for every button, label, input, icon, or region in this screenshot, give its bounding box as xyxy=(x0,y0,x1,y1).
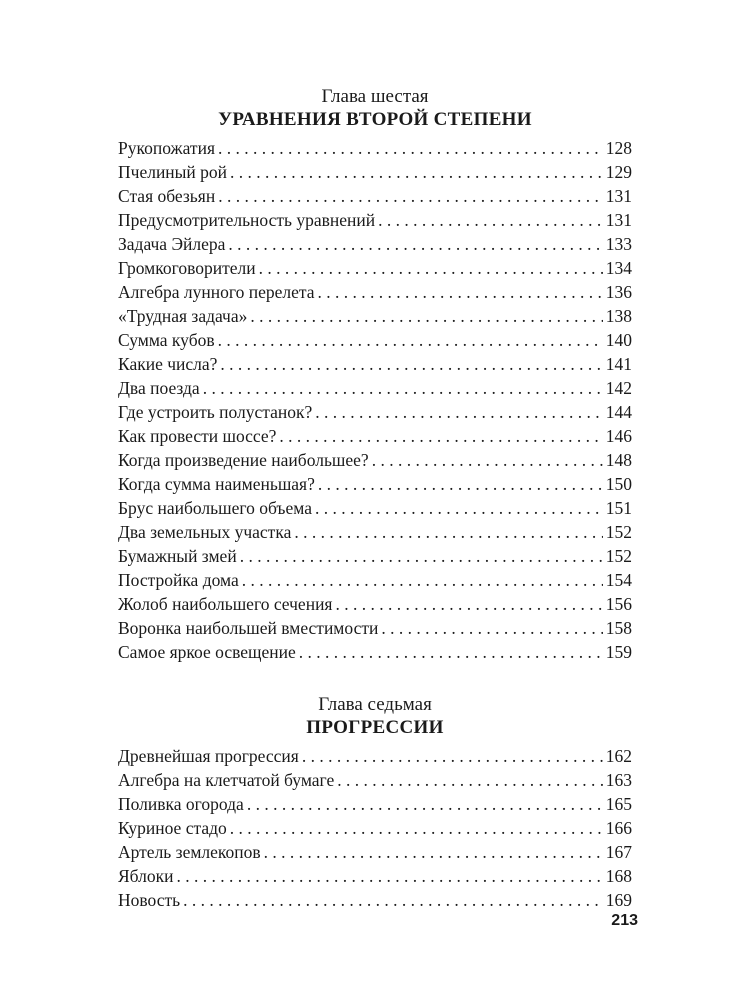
entry-page: 165 xyxy=(605,794,632,814)
toc-entry xyxy=(118,792,632,816)
chapter-label: Глава седьмая xyxy=(318,694,432,715)
dot-leader xyxy=(259,256,603,280)
dot-leader xyxy=(381,616,602,640)
entry-page: 133 xyxy=(605,234,632,254)
entry-title: Жолоб наибольшего сечения xyxy=(118,594,333,614)
entry-title: Когда произведение наибольшее? xyxy=(118,450,369,470)
chapter-7 xyxy=(118,694,632,912)
entry-title: Поливка огорода xyxy=(118,794,244,814)
entry-page: 158 xyxy=(605,618,632,638)
entry-title: Два земельных участка xyxy=(118,522,292,542)
entry-page: 162 xyxy=(605,746,632,766)
entry-page: 142 xyxy=(605,378,632,398)
toc-entry xyxy=(118,520,632,544)
entry-page: 152 xyxy=(605,546,632,566)
dot-leader xyxy=(294,520,602,544)
toc-entry xyxy=(118,568,632,592)
dot-leader xyxy=(240,544,603,568)
entry-page: 144 xyxy=(605,402,632,422)
toc-entry xyxy=(118,184,632,208)
entry-page: 141 xyxy=(605,354,632,374)
dot-leader xyxy=(337,768,602,792)
dot-leader xyxy=(242,568,603,592)
entry-title: Какие числа? xyxy=(118,354,218,374)
chapter-6 xyxy=(118,86,632,664)
entry-page: 136 xyxy=(605,282,632,302)
entry-title: Алгебра на клетчатой бумаге xyxy=(118,770,335,790)
toc-entry xyxy=(118,840,632,864)
toc-entry xyxy=(118,816,632,840)
toc-entry xyxy=(118,744,632,768)
entry-title: Новость xyxy=(118,890,181,910)
entry-title: Сумма кубов xyxy=(118,330,215,350)
toc-entry xyxy=(118,544,632,568)
dot-leader xyxy=(230,816,603,840)
entry-title: Стая обезьян xyxy=(118,186,216,206)
entry-page: 168 xyxy=(605,866,632,886)
toc-entry xyxy=(118,472,632,496)
entry-page: 152 xyxy=(605,522,632,542)
entry-page: 156 xyxy=(605,594,632,614)
entry-title: Самое яркое освещение xyxy=(118,642,296,662)
entry-title: Задача Эйлера xyxy=(118,234,226,254)
entry-page: 131 xyxy=(605,210,632,230)
toc-entry xyxy=(118,136,632,160)
toc-entry xyxy=(118,888,632,912)
entry-page: 169 xyxy=(605,890,632,910)
dot-leader xyxy=(315,496,603,520)
entry-page: 151 xyxy=(605,498,632,518)
toc-list xyxy=(118,136,632,664)
toc-entry xyxy=(118,768,632,792)
dot-leader xyxy=(315,400,603,424)
entry-title: Алгебра лунного перелета xyxy=(118,282,315,302)
entry-page: 154 xyxy=(605,570,632,590)
toc-entry xyxy=(118,208,632,232)
toc-entry xyxy=(118,280,632,304)
entry-title: Предусмотрительность уравнений xyxy=(118,210,376,230)
dot-leader xyxy=(378,208,603,232)
dot-leader xyxy=(318,472,603,496)
dot-leader xyxy=(250,304,602,328)
entry-title: Яблоки xyxy=(118,866,174,886)
entry-title: «Трудная задача» xyxy=(118,306,248,326)
entry-page: 131 xyxy=(605,186,632,206)
dot-leader xyxy=(279,424,602,448)
entry-page: 138 xyxy=(605,306,632,326)
entry-title: Где устроить полустанок? xyxy=(118,402,313,422)
dot-leader xyxy=(218,328,603,352)
chapter-title: ПРОГРЕССИИ xyxy=(306,717,444,738)
dot-leader xyxy=(372,448,603,472)
chapter-title: УРАВНЕНИЯ ВТОРОЙ СТЕПЕНИ xyxy=(218,109,532,130)
dot-leader xyxy=(220,352,602,376)
toc-entry xyxy=(118,640,632,664)
entry-title: Рукопожатия xyxy=(118,138,215,158)
entry-page: 148 xyxy=(605,450,632,470)
entry-title: Громкоговорители xyxy=(118,258,256,278)
toc-list xyxy=(118,744,632,912)
toc-entry xyxy=(118,328,632,352)
dot-leader xyxy=(203,376,603,400)
chapter-label: Глава шестая xyxy=(321,86,429,107)
entry-page: 166 xyxy=(605,818,632,838)
entry-page: 129 xyxy=(605,162,632,182)
toc-entry xyxy=(118,592,632,616)
dot-leader xyxy=(177,864,603,888)
entry-title: Пчелиный рой xyxy=(118,162,228,182)
entry-page: 128 xyxy=(605,138,632,158)
dot-leader xyxy=(218,184,603,208)
entry-page: 159 xyxy=(605,642,632,662)
toc-entry xyxy=(118,424,632,448)
entry-title: Бумажный змей xyxy=(118,546,237,566)
toc-entry xyxy=(118,232,632,256)
entry-page: 167 xyxy=(605,842,632,862)
dot-leader xyxy=(230,160,603,184)
entry-page: 146 xyxy=(605,426,632,446)
toc-entry xyxy=(118,352,632,376)
section-spacer xyxy=(118,664,632,694)
entry-title: Артель землекопов xyxy=(118,842,261,862)
entry-page: 134 xyxy=(605,258,632,278)
entry-title: Постройка дома xyxy=(118,570,239,590)
toc-entry xyxy=(118,160,632,184)
dot-leader xyxy=(183,888,603,912)
toc-entry xyxy=(118,304,632,328)
dot-leader xyxy=(228,232,602,256)
toc-entry xyxy=(118,400,632,424)
toc-entry xyxy=(118,448,632,472)
toc-entry xyxy=(118,256,632,280)
toc-entry xyxy=(118,864,632,888)
entry-page: 140 xyxy=(605,330,632,350)
toc-entry xyxy=(118,496,632,520)
entry-title: Воронка наибольшей вместимости xyxy=(118,618,379,638)
entry-title: Древнейшая прогрессия xyxy=(118,746,299,766)
dot-leader xyxy=(264,840,603,864)
dot-leader xyxy=(335,592,602,616)
dot-leader xyxy=(302,744,603,768)
dot-leader xyxy=(318,280,603,304)
toc-entry xyxy=(118,376,632,400)
toc-entry xyxy=(118,616,632,640)
entry-page: 150 xyxy=(605,474,632,494)
entry-title: Куриное стадо xyxy=(118,818,227,838)
dot-leader xyxy=(218,136,603,160)
table-of-contents xyxy=(118,86,632,912)
dot-leader xyxy=(247,792,603,816)
entry-title: Как провести шоссе? xyxy=(118,426,277,446)
dot-leader xyxy=(299,640,603,664)
page-number: 213 xyxy=(611,912,638,929)
entry-title: Брус наибольшего объема xyxy=(118,498,312,518)
entry-title: Когда сумма наименьшая? xyxy=(118,474,315,494)
entry-title: Два поезда xyxy=(118,378,200,398)
entry-page: 163 xyxy=(605,770,632,790)
